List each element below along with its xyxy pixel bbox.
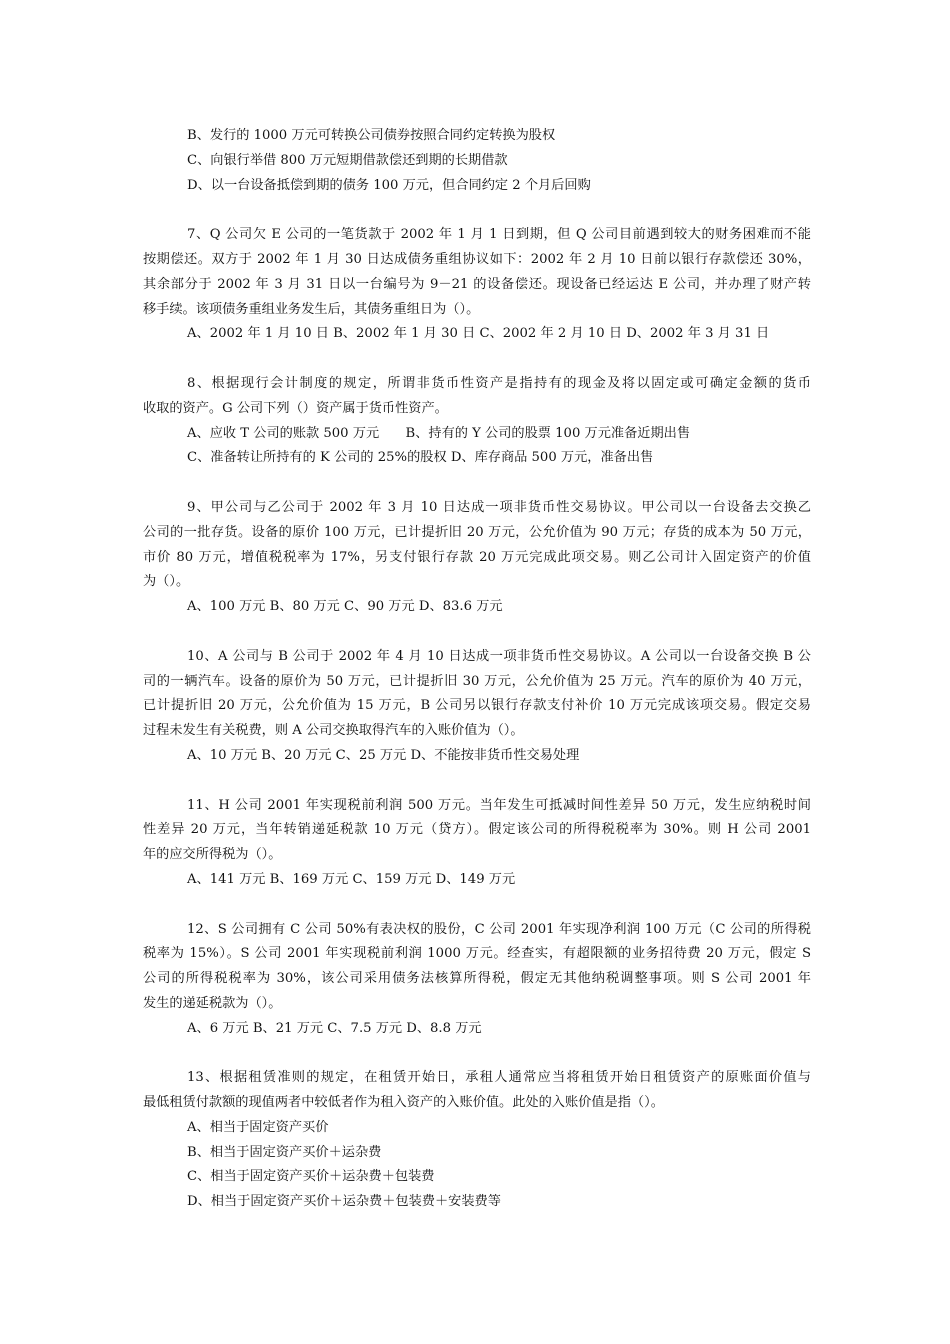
answer-option-line: C、准备转让所持有的 K 公司的 25%的股权 D、库存商品 500 万元，准备出售 <box>187 450 654 466</box>
question-stem-line: 公司的一批存货。设备的原价 100 万元，已计提折旧 20 万元，公允价值为 90 万元；存货的成本为 50 万元， <box>143 524 811 540</box>
answer-option-line: A、10 万元 B、20 万元 C、25 万元 D、不能按非货币性交易处理 <box>187 747 580 763</box>
answer-option-line: B、相当于固定资产买价＋运杂费 <box>187 1144 382 1160</box>
question-stem-line: 7、Q 公司欠 E 公司的一笔货款于 2002 年 1 月 1 日到期，但 Q 公司目前遇到较大的财务困难而不能 <box>187 227 811 243</box>
paragraph-spacer <box>143 769 811 794</box>
question-stem-line: 移手续。该项债务重组业务发生后，其债务重组日为（）。 <box>143 301 480 317</box>
answer-option-line: A、应收 T 公司的账款 500 万元 B、持有的 Y 公司的股票 100 万元准备近期出售 <box>187 425 691 441</box>
question-stem-line: 8、根据现行会计制度的规定，所谓非货币性资产是指持有的现金及将以固定或可确定金额的货币 <box>187 375 811 391</box>
question-stem-line: 9、甲公司与乙公司于 2002 年 3 月 10 日达成一项非货币性交易协议。甲公司以一台设备去交换乙 <box>187 499 811 515</box>
question-stem-line: 10、A 公司与 B 公司于 2002 年 4 月 10 日达成一项非货币性交易协议。A 公司以一台设备交换 B 公 <box>187 648 811 664</box>
question-stem-line: 13、根据租赁准则的规定，在租赁开始日，承租人通常应当将租赁开始日租赁资产的原账面价值与 <box>187 1070 811 1086</box>
question-stem-line: 按期偿还。双方于 2002 年 1 月 30 日达成债务重组协议如下：2002 年 2 月 10 日前以银行存款偿还 30%， <box>143 251 811 267</box>
question-stem-line: 最低租赁付款额的现值两者中较低者作为租入资产的入账价值。此处的入账价值是指（）。 <box>143 1095 664 1111</box>
paragraph-spacer <box>143 893 811 918</box>
question-stem-line: 司的一辆汽车。设备的原价为 50 万元，已计提折旧 30 万元，公允价值为 25 万元。汽车的原价为 40 万元， <box>143 673 811 689</box>
question-stem-line: 其余部分于 2002 年 3 月 31 日以一台编号为 9－21 的设备偿还。现设备已经运达 E 公司，并办理了财产转 <box>143 276 811 292</box>
question-stem-line: 发生的递延税款为（）。 <box>143 995 282 1011</box>
question-stem-line: 公司的所得税税率为 30%，该公司采用债务法核算所得税，假定无其他纳税调整事项。则 S 公司 2001 年 <box>143 971 811 987</box>
question-stem-line: 税率为 15%）。S 公司 2001 年实现税前利润 1000 万元。经查实，有超限额的业务招待费 20 万元，假定 S <box>143 946 811 962</box>
answer-option-line: A、相当于固定资产买价 <box>187 1119 329 1135</box>
question-stem-line: 12、S 公司拥有 C 公司 50%有表决权的股份，C 公司 2001 年实现净利润 100 万元（C 公司的所得税 <box>187 921 811 937</box>
paragraph-spacer <box>143 1041 811 1066</box>
answer-option-line: D、相当于固定资产买价＋运杂费＋包装费＋安装费等 <box>187 1194 501 1210</box>
document-body <box>143 124 811 1215</box>
answer-option-line: A、100 万元 B、80 万元 C、90 万元 D、83.6 万元 <box>187 599 503 615</box>
paragraph-spacer <box>143 347 811 372</box>
question-stem-line: 11、H 公司 2001 年实现税前利润 500 万元。当年发生可抵减时间性差异 50 万元，发生应纳税时间 <box>187 797 811 813</box>
answer-option-line: A、141 万元 B、169 万元 C、159 万元 D、149 万元 <box>187 871 516 887</box>
paragraph-spacer <box>143 198 811 223</box>
answer-option-line: B、发行的 1000 万元可转换公司债券按照合同约定转换为股权 <box>187 128 556 143</box>
question-stem-line: 收取的资产。G 公司下列（）资产属于货币性资产。 <box>143 400 448 416</box>
paragraph-spacer <box>143 620 811 645</box>
question-stem-line: 过程未发生有关税费，则 A 公司交换取得汽车的入账价值为（）。 <box>143 723 524 739</box>
question-stem-line: 市价 80 万元，增值税税率为 17%，另支付银行存款 20 万元完成此项交易。则乙公司计入固定资产的价值 <box>143 549 811 565</box>
answer-option-line: C、向银行举借 800 万元短期借款偿还到期的长期借款 <box>187 152 508 168</box>
paragraph-spacer <box>143 471 811 496</box>
answer-option-line: D、以一台设备抵偿到期的债务 100 万元，但合同约定 2 个月后回购 <box>187 177 591 193</box>
question-stem-line: 年的应交所得税为（）。 <box>143 847 282 863</box>
answer-option-line: A、6 万元 B、21 万元 C、7.5 万元 D、8.8 万元 <box>187 1020 482 1036</box>
question-stem-line: 性差异 20 万元，当年转销递延税款 10 万元（贷方）。假定该公司的所得税税率为 30%。则 H 公司 2001 <box>143 822 811 838</box>
question-stem-line: 已计提折旧 20 万元，公允价值为 15 万元，B 公司另以银行存款支付补价 10 万元完成该项交易。假定交易 <box>143 698 811 714</box>
answer-option-line: C、相当于固定资产买价＋运杂费＋包装费 <box>187 1169 435 1185</box>
answer-option-line: A、2002 年 1 月 10 日 B、2002 年 1 月 30 日 C、2002 年 2 月 10 日 D、2002 年 3 月 31 日 <box>187 326 770 342</box>
question-stem-line: 为（）。 <box>143 574 190 590</box>
